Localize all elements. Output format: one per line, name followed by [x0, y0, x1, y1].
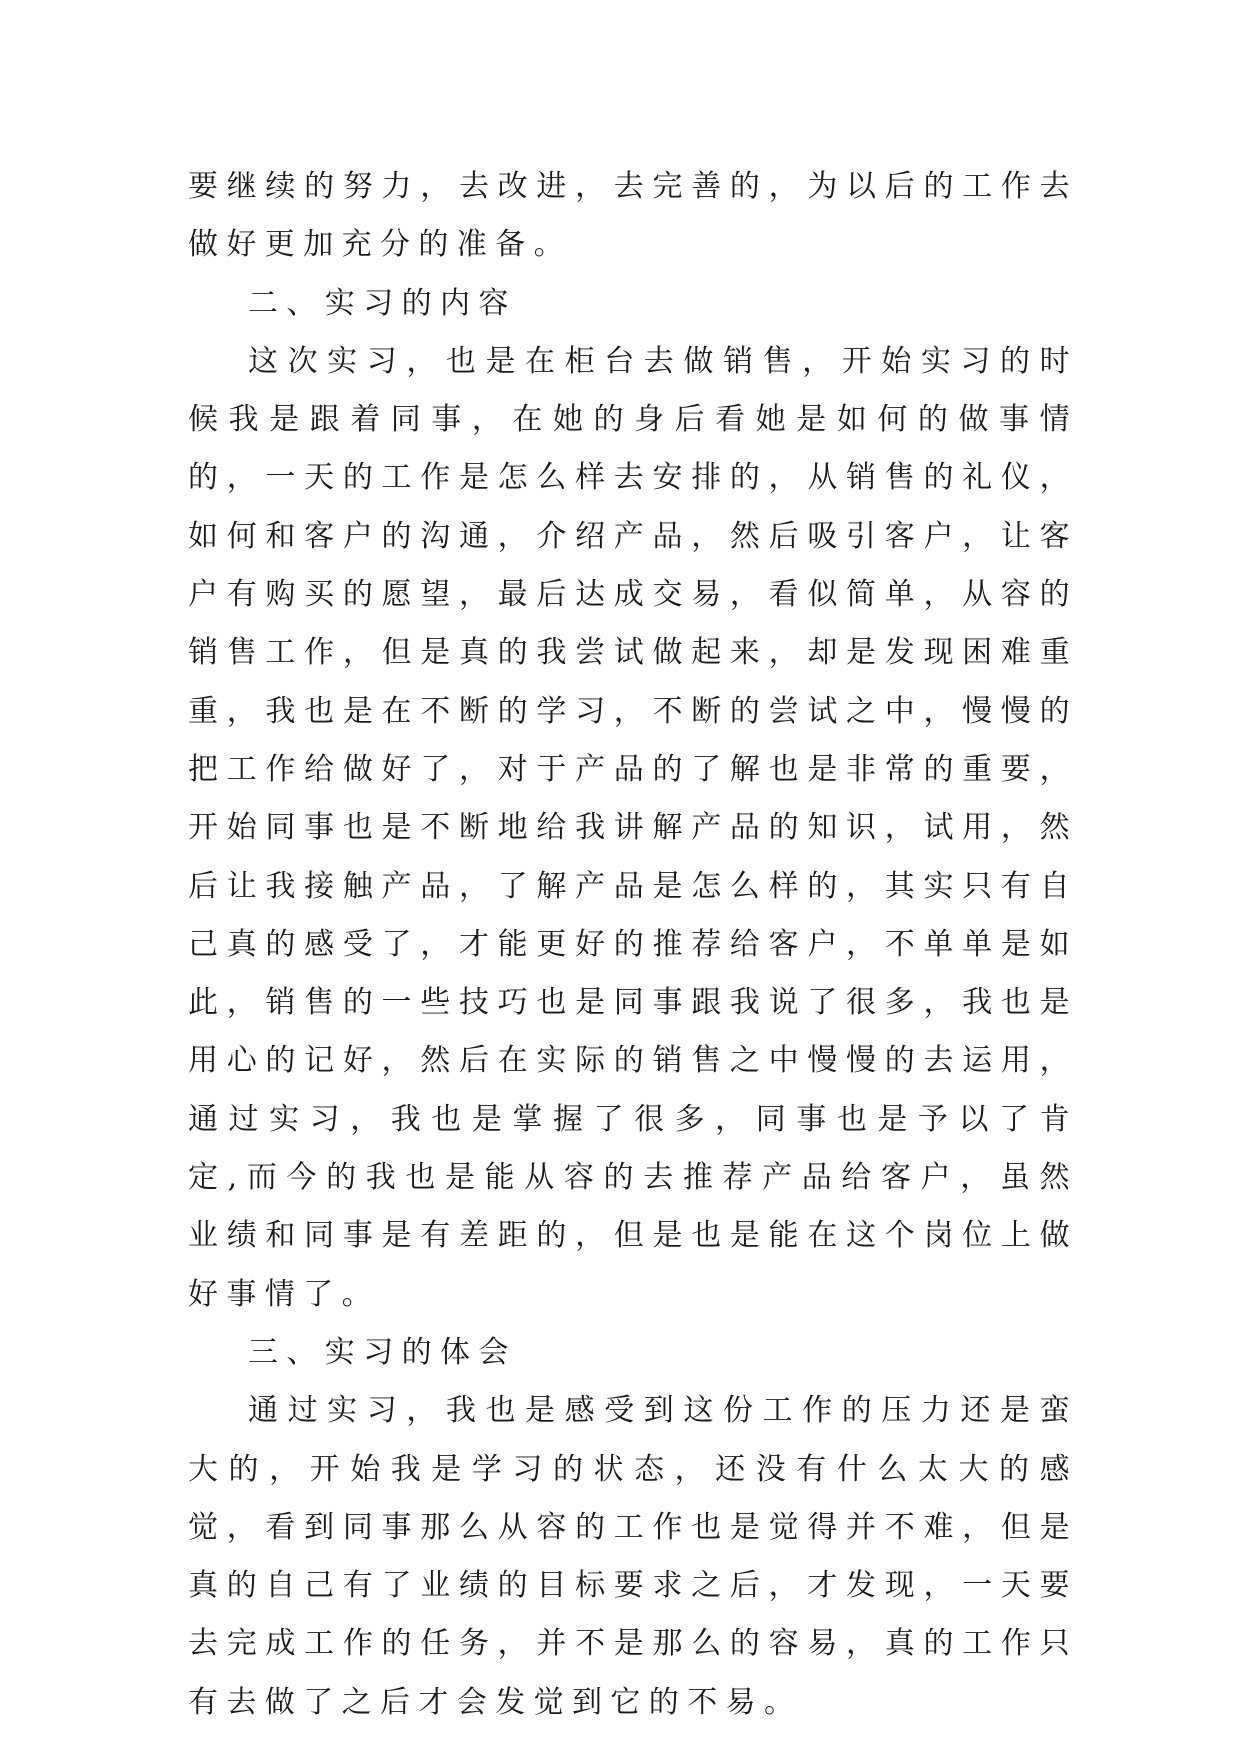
continuation-paragraph: 要继续的努力，去改进，去完善的，为以后的工作去做好更加充分的准备。	[188, 169, 1078, 263]
section-heading-content: 二、实习的内容	[248, 285, 517, 321]
document-body	[188, 158, 1078, 1732]
section-heading-experience: 三、实习的体会	[248, 1334, 517, 1370]
paragraph-internship-experience: 通过实习，我也是感受到这份工作的压力还是蛮大的，开始我是学习的状态，还没有什么太大的感觉，看到同事那么从容的工作也是觉得并不难，但是真的自己有了业绩的目标要求之后，才发现，一天要去完成工作的任务，并不是那么的容易，真的工作只有去做了之后才会发觉到它的不易。	[188, 1393, 1078, 1720]
paragraph-internship-content: 这次实习，也是在柜台去做销售，开始实习的时候我是跟着同事，在她的身后看她是如何的做事情的，一天的工作是怎么样去安排的，从销售的礼仪，如何和客户的沟通，介绍产品，然后吸引客户，让客户有购买的愿望，最后达成交易，看似简单，从容的销售工作，但是真的我尝试做起来，却是发现困难重重，我也是在不断的学习，不断的尝试之中，慢慢的把工作给做好了，对于产品的了解也是非常的重要，开始同事也是不断地给我讲解产品的知识，试用，然后让我接触产品，了解产品是怎么样的，其实只有自己真的感受了，才能更好的推荐给客户，不单单是如此，销售的一些技巧也是同事跟我说了很多，我也是用心的记好，然后在实际的销售之中慢慢的去运用，通过实习，我也是掌握了很多，同事也是予以了肯定,而今的我也是能从容的去推荐产品给客户，虽然业绩和同事是有差距的，但是也是能在这个岗位上做好事情了。	[188, 343, 1078, 1312]
